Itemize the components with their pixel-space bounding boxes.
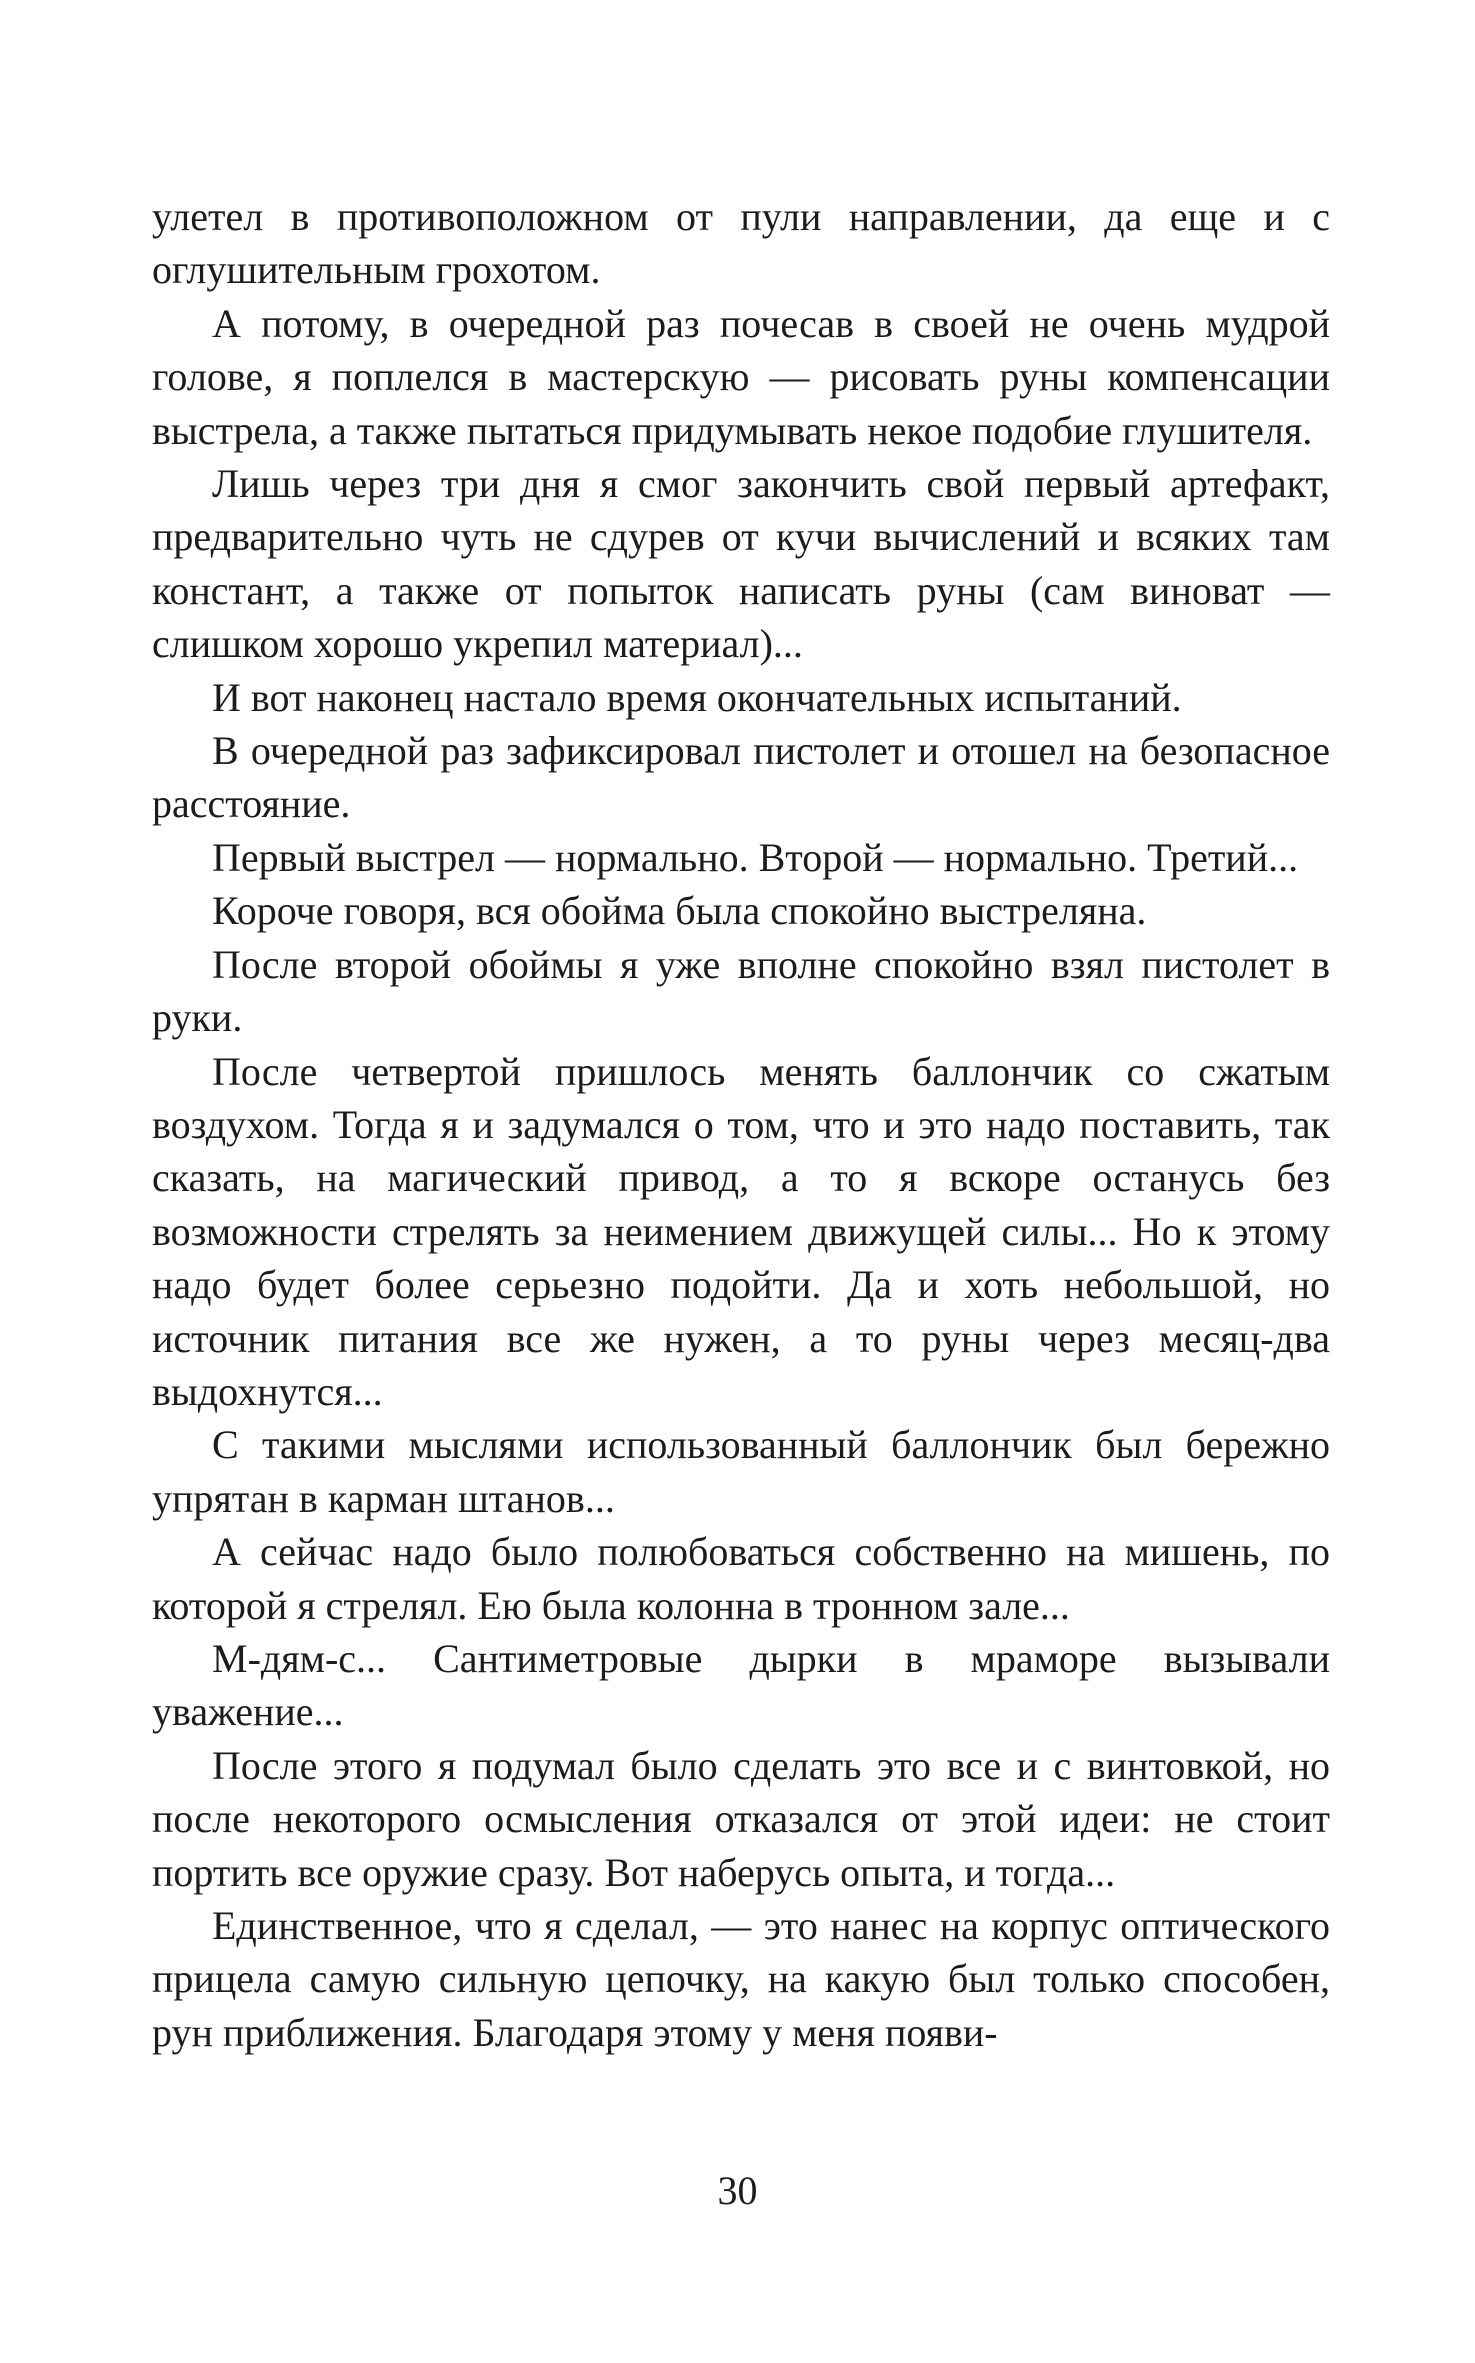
paragraph: А сейчас надо было полюбоваться собственно на мишень, по которой я стрелял. Ею была колонна в тронном зале... [152, 1529, 1330, 1628]
body-text [152, 190, 1330, 2059]
paragraph: И вот наконец настало время окончательных испытаний. [212, 674, 1182, 720]
paragraph: С такими мыслями использованный баллончик был бережно упрятан в карман штанов... [152, 1422, 1330, 1521]
paragraph: Первый выстрел — нормально. Второй — нормально. Третий... [212, 834, 1299, 880]
paragraph: Лишь через три дня я смог закончить свой первый артефакт, предварительно чуть не сдурев от кучи вычислений и всяких там констант, а также от попыток написать руны (сам виноват — слишком хорошо укрепил материал)... [152, 461, 1330, 667]
paragraph: Единственное, что я сделал, — это нанес на корпус оптического прицела самую сильную цепочку, на какую был только способен, рун приближения. Благодаря этому у меня появи- [152, 1903, 1330, 2055]
paragraph: После этого я подумал было сделать это все и с винтовкой, но после некоторого осмысления отказался от этой идеи: не стоит портить все оружие сразу. Вот наберусь опыта, и тогда... [152, 1742, 1330, 1895]
paragraph: В очередной раз зафиксировал пистолет и отошел на безопасное расстояние. [152, 728, 1330, 827]
paragraph: М-дям-с... Сантиметровые дырки в мраморе вызывали уважение... [152, 1635, 1330, 1735]
paragraph-continuation: улетел в противоположном от пули направлении, да еще и с оглушительным грохотом. [152, 194, 1330, 293]
paragraph: После второй обоймы я уже вполне спокойно взял пистолет в руки. [152, 941, 1330, 1041]
paragraph: А потому, в очередной раз почесав в своей не очень мудрой голове, я поплелся в мастерскую — рисовать руны компенсации выстрела, а также пытаться придумывать некое подобие глушителя. [152, 300, 1330, 453]
page-number: 30 [717, 2168, 758, 2213]
paragraph: Короче говоря, вся обойма была спокойно выстреляна. [212, 888, 1147, 934]
paragraph: После четвертой пришлось менять баллончик со сжатым воздухом. Тогда я и задумался о том, что и это надо поставить, так сказать, на магический привод, а то я вскоре останусь без возможности стрелять за неимением движущей силы... Но к этому надо будет более серьезно подойти. Да и хоть небольшой, но источник питания все же нужен, а то руны через месяц-два выдохнутся... [152, 1048, 1330, 1414]
